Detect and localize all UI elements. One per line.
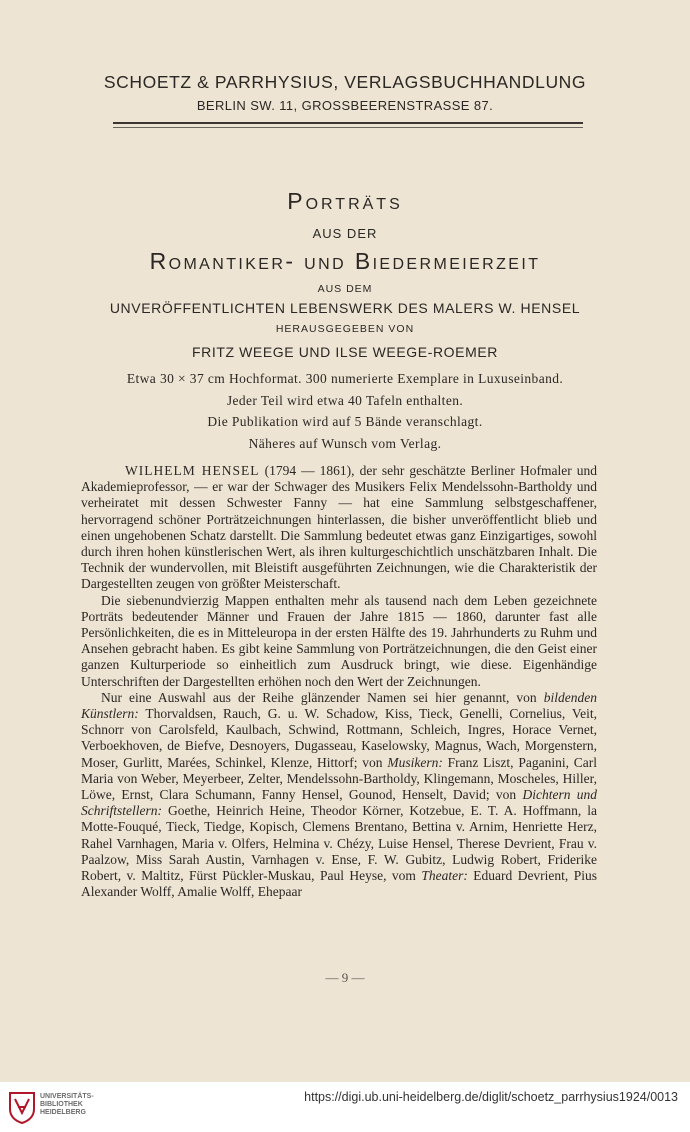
book-main-title: Romantiker- und Biedermeierzeit bbox=[149, 248, 541, 274]
page-number: — 9 — bbox=[325, 970, 365, 985]
university-seal-icon bbox=[8, 1089, 36, 1125]
header-rule-thick bbox=[113, 122, 583, 124]
label-musicians: Musikern: bbox=[387, 754, 443, 770]
editor-label: HERAUSGEGEBEN VON bbox=[275, 323, 415, 335]
editors: FRITZ WEEGE UND ILSE WEEGE-ROEMER bbox=[191, 344, 499, 360]
footer-bar bbox=[0, 1082, 690, 1132]
publisher-address: BERLIN SW. 11, GROSSBEERENSTRASSE 87. bbox=[196, 98, 494, 113]
work-description: UNVERÖFFENTLICHTEN LEBENSWERK DES MALERS W. HENSEL bbox=[109, 300, 581, 316]
body-text bbox=[81, 463, 597, 900]
logo-line-3: HEIDELBERG bbox=[40, 1109, 86, 1116]
library-logo-text bbox=[40, 1093, 94, 1117]
title-connector-aus-der: AUS DER bbox=[312, 226, 378, 241]
book-title: Porträts bbox=[287, 188, 403, 214]
paragraph-2: Die siebenundvierzig Mappen enthalten mehr als tausend nach dem Leben gezeichnete Porträts bedeutender Männer und Frauen der Jahre 1815 — 1860, darunter fast alle Persönlichkeiten, die es in Mitteleuropa in der ersten Hälfte des 19. Jahrhunderts zu Ruhm und Ansehen gebracht haben. Es gibt keine Sammlung von Porträtzeichnungen, die den Geist einer ganzen Kulturperiode so einheitlich zum Ausdruck bringt, wie diese. Eigenhändige Unterschriften der Dargestellten erhöhen noch den Wert der Zeichnungen. bbox=[81, 592, 597, 689]
paragraph-3-intro: Nur eine Auswahl aus der Reihe glänzender Namen sei hier genannt, von bbox=[101, 689, 544, 705]
label-writers: Dichtern und Schriftstellern: bbox=[81, 787, 597, 819]
musicians-list: Franz Liszt, Paganini, Carl Maria von Weber, Meyerbeer, Zelter, Mendelssohn-Bartholdy, Klingemann, Moscheles, Hiller, Löwe, Ernst, Clara Schumann, Fanny Hensel, Gounod, Henselt, David; von bbox=[81, 754, 597, 803]
label-theater: Theater: bbox=[421, 868, 468, 884]
digital-library-url[interactable]: https://digi.ub.uni-heidelberg.de/diglit/schoetz_parrhysius1924/0013 bbox=[304, 1090, 678, 1104]
title-connector-aus-dem: AUS DEM bbox=[317, 283, 373, 295]
name-wilhelm-hensel: WILHELM HENSEL bbox=[125, 463, 260, 478]
info-volumes-line: Die Publikation wird auf 5 Bände veranschlagt. bbox=[207, 414, 483, 429]
header-rule-thin bbox=[113, 127, 583, 128]
theater-list: Eduard Devrient, Pius Alexander Wolff, Amalie Wolff, Ehepaar bbox=[81, 868, 597, 900]
info-contact-line: Näheres auf Wunsch vom Verlag. bbox=[248, 436, 442, 451]
label-artists: bildenden Künstlern: bbox=[81, 689, 597, 722]
publisher-name: SCHOETZ & PARRHYSIUS, VERLAGSBUCHHANDLUNG bbox=[103, 72, 587, 92]
paragraph-3 bbox=[81, 690, 597, 901]
logo-line-1: UNIVERSITÄTS- bbox=[40, 1093, 94, 1100]
paragraph-1-text: (1794 — 1861), der sehr geschätzte Berliner Hofmaler und Akademieprofessor, — er war der Schwager des Musikers Felix Mendelssohn-Bartholdy und verheiratet mit dessen Schwester Fanny — hat eine Sammlung selbstgeschaffener, hervorragend schöner Porträtzeichnungen hinterlassen, die bisher unveröffentlicht blieb und einen ungehobenen Schatz darstellt. Die Sammlung bedeutet etwas ganz Einzigartiges, sowohl durch ihren hohen künstlerischen Wert, als ihren kulturgeschichtlich unschätzbaren Inhalt. Die Technik der wundervollen, mit Bleistift ausgeführten Zeichnungen, wie die Charakteristik der Dargestellten zeugen von größter Meisterschaft. bbox=[81, 463, 597, 592]
logo-line-2: BIBLIOTHEK bbox=[40, 1101, 83, 1108]
info-plates-line: Jeder Teil wird etwa 40 Tafeln enthalten. bbox=[226, 393, 464, 408]
info-format-line: Etwa 30 × 37 cm Hochformat. 300 numerierte Exemplare in Luxuseinband. bbox=[126, 371, 564, 386]
artists-list: Thorvaldsen, Rauch, G. u. W. Schadow, Kiss, Tieck, Genelli, Cornelius, Veit, Schnorr von Carolsfeld, Kaulbach, Schwind, Rottmann, Schleich, Ingres, Horace Vernet, Verboekhoven, de Biefve, Desnoyers, Dugasseau, Kaselowsky, Magnus, Wach, Morgenstern, Moser, Gurlitt, Marées, Schinkel, Klenze, Hittorf; von bbox=[81, 706, 597, 770]
writers-list: Goethe, Heinrich Heine, Theodor Körner, Kotzebue, E. T. A. Hoffmann, la Motte-Fouqué, Tieck, Tiedge, Kopisch, Clemens Brentano, Bettina v. Arnim, Henriette Herz, Rahel Varnhagen, Maria v. Olfers, Helmina v. Chézy, Luise Hensel, Therese Devrient, Frau v. Paalzow, Miss Sarah Austin, Varnhagen v. Ense, F. W. Gubitz, Ludwig Robert, Friderike Robert, v. Maltitz, Fürst Pückler-Muskau, Paul Heyse, vom bbox=[81, 803, 597, 884]
paragraph-1 bbox=[81, 463, 597, 593]
